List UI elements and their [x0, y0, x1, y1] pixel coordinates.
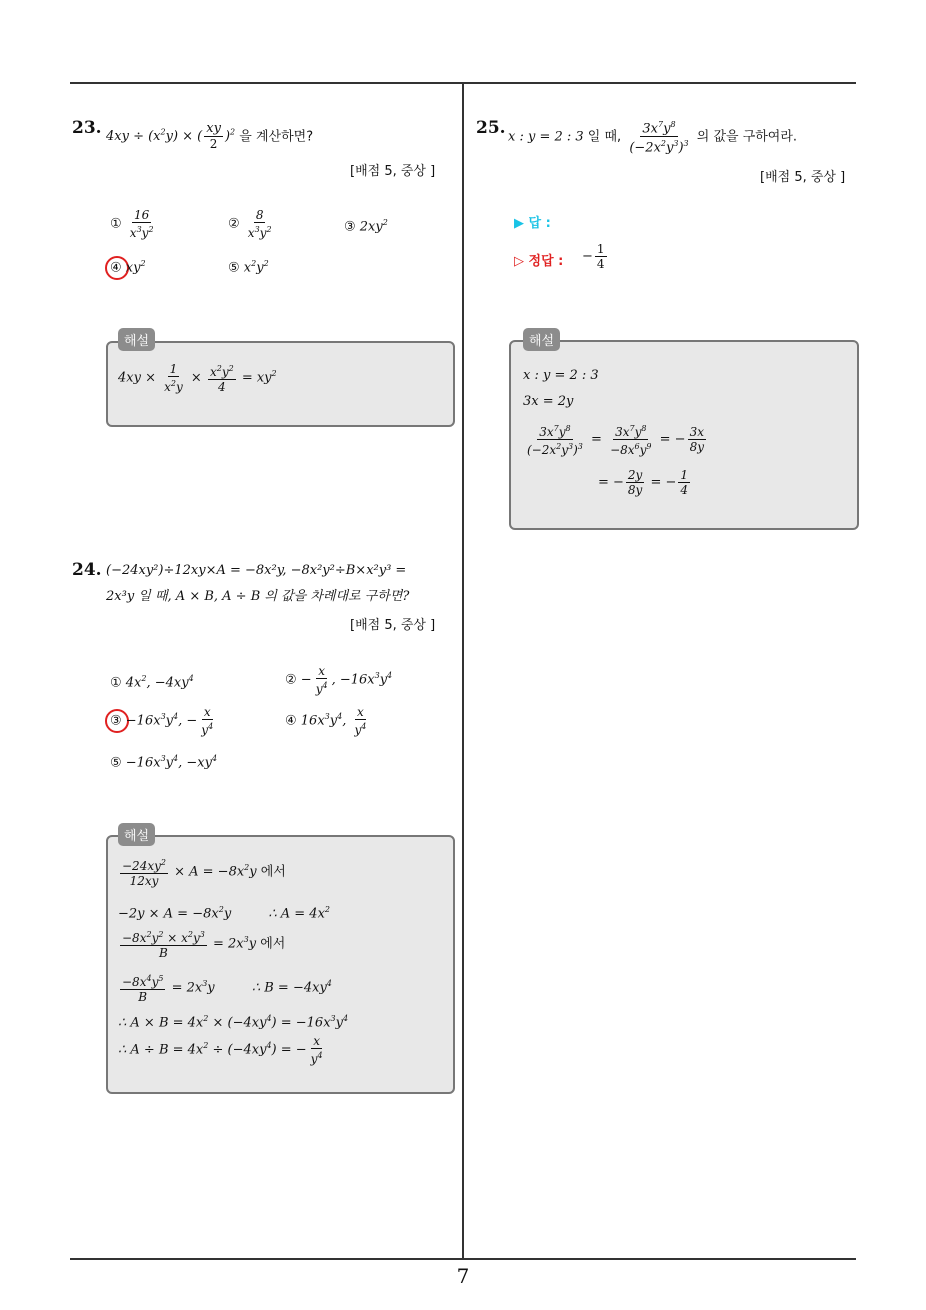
q24-solution-tag: 해설: [118, 823, 155, 846]
q23-number: 23.: [72, 118, 102, 138]
q25-correct-label: ▷ 정답 :: [514, 254, 564, 269]
q25-solution-tag: 해설: [523, 328, 560, 351]
q24-choice-4[interactable]: ④ $16x^3y^4$, $\frac{x}{y^4}$: [285, 705, 367, 737]
q23-choice-4[interactable]: ④ $xy^2$: [110, 259, 146, 276]
page-number: 7: [456, 1264, 470, 1288]
q24-solution-line-3: $\frac{-8x^2y^2 \times x^2y^3}{B}$ = $2x^3y$ 에서: [122, 930, 286, 960]
q23-solution-line: 4xy × $\frac{1}{x^2y}$ × $\frac{x^2y^2}{4}$ = $xy^2$: [118, 362, 277, 394]
q23-choice-1[interactable]: ① $\frac{16}{x^3y^2}$: [110, 208, 154, 240]
q25-solution-line-2: 3x = 2y: [523, 394, 574, 409]
q24-solution-line-4: $\frac{-8x^4y^5}{B}$ = $2x^3y$ ∴ $B = -4xy^4$: [122, 974, 332, 1004]
q24-solution-line-5: ∴ $A \times B = 4x^2 \times (-4xy^4) = -16x^3y^4$: [118, 1014, 349, 1031]
q24-choice-3[interactable]: ③ $-16x^3y^4$, − $\frac{x}{y^4}$: [110, 705, 214, 737]
column-divider: [462, 84, 464, 1259]
q24-solution-line-1: $\frac{-24xy^2}{12xy}$ × $A = -8x^2y$ 에서: [122, 858, 286, 888]
q23-meta: [배점 5, 중상 ]: [350, 164, 436, 179]
q24-meta: [배점 5, 중상 ]: [350, 618, 436, 633]
q24-number: 24.: [72, 560, 102, 580]
q23-choice-2[interactable]: ② $\frac{8}{x^3y^2}$: [228, 208, 272, 240]
q25-solution-line-4: = − $\frac{2y}{8y}$ = − $\frac{1}{4}$: [598, 468, 689, 497]
q25-answer-label[interactable]: ▶ 답 :: [514, 216, 551, 231]
q23-solution-tag: 해설: [118, 328, 155, 351]
q25-number: 25.: [476, 118, 506, 138]
q25-solution-line-1: x : y = 2 : 3: [523, 368, 599, 383]
q24-choice-5[interactable]: ⑤ $-16x^3y^4$, $-xy^4$: [110, 754, 218, 771]
q24-solution-line-6: ∴ $A \div B = 4x^2 \div (-4xy^4)$ = − $\frac{x}{y^4}$: [118, 1034, 323, 1066]
q24-choice-1[interactable]: ① $4x^2$, $-4xy^4$: [110, 674, 194, 691]
q25-text: x : y = 2 : 3 일 때, $\frac{3x^7y^8}{(-2x^2y^3)^3}$ 의 값을 구하여라.: [508, 120, 798, 156]
q24-text-line2: 2x³y 일 때, A × B, A ÷ B 의 값을 차례대로 구하면?: [106, 589, 410, 604]
q24-text-line1: (−24xy²)÷12xy×A = −8x²y, −8x²y²÷B×x²y³ =: [106, 563, 407, 578]
q23-text: $4xy \div (x^2y)$ × ( $\frac{xy}{2}$ )$^2$ 을 계산하면?: [106, 121, 314, 152]
bottom-rule: [70, 1258, 856, 1260]
q25-solution-line-3: $\frac{3x^7y^8}{(-2x^2y^3)^3}$ = $\frac{3x^7y^8}{-8x^6y^9}$ = − $\frac{3x}{8y}$: [527, 424, 704, 457]
q24-solution-line-2: $-2y \times A = -8x^2y$ ∴ $A = 4x^2$: [118, 905, 330, 922]
q24-choice-2[interactable]: ② − $\frac{x}{y^4}$ , $-16x^3y^4$: [285, 664, 393, 696]
q25-correct-value: − $\frac{1}{4}$: [582, 242, 605, 271]
q25-meta: [배점 5, 중상 ]: [760, 170, 846, 185]
q23-choice-3[interactable]: ③ $2xy^2$: [344, 218, 388, 235]
q23-choice-5[interactable]: ⑤ $x^2y^2$: [228, 259, 269, 276]
